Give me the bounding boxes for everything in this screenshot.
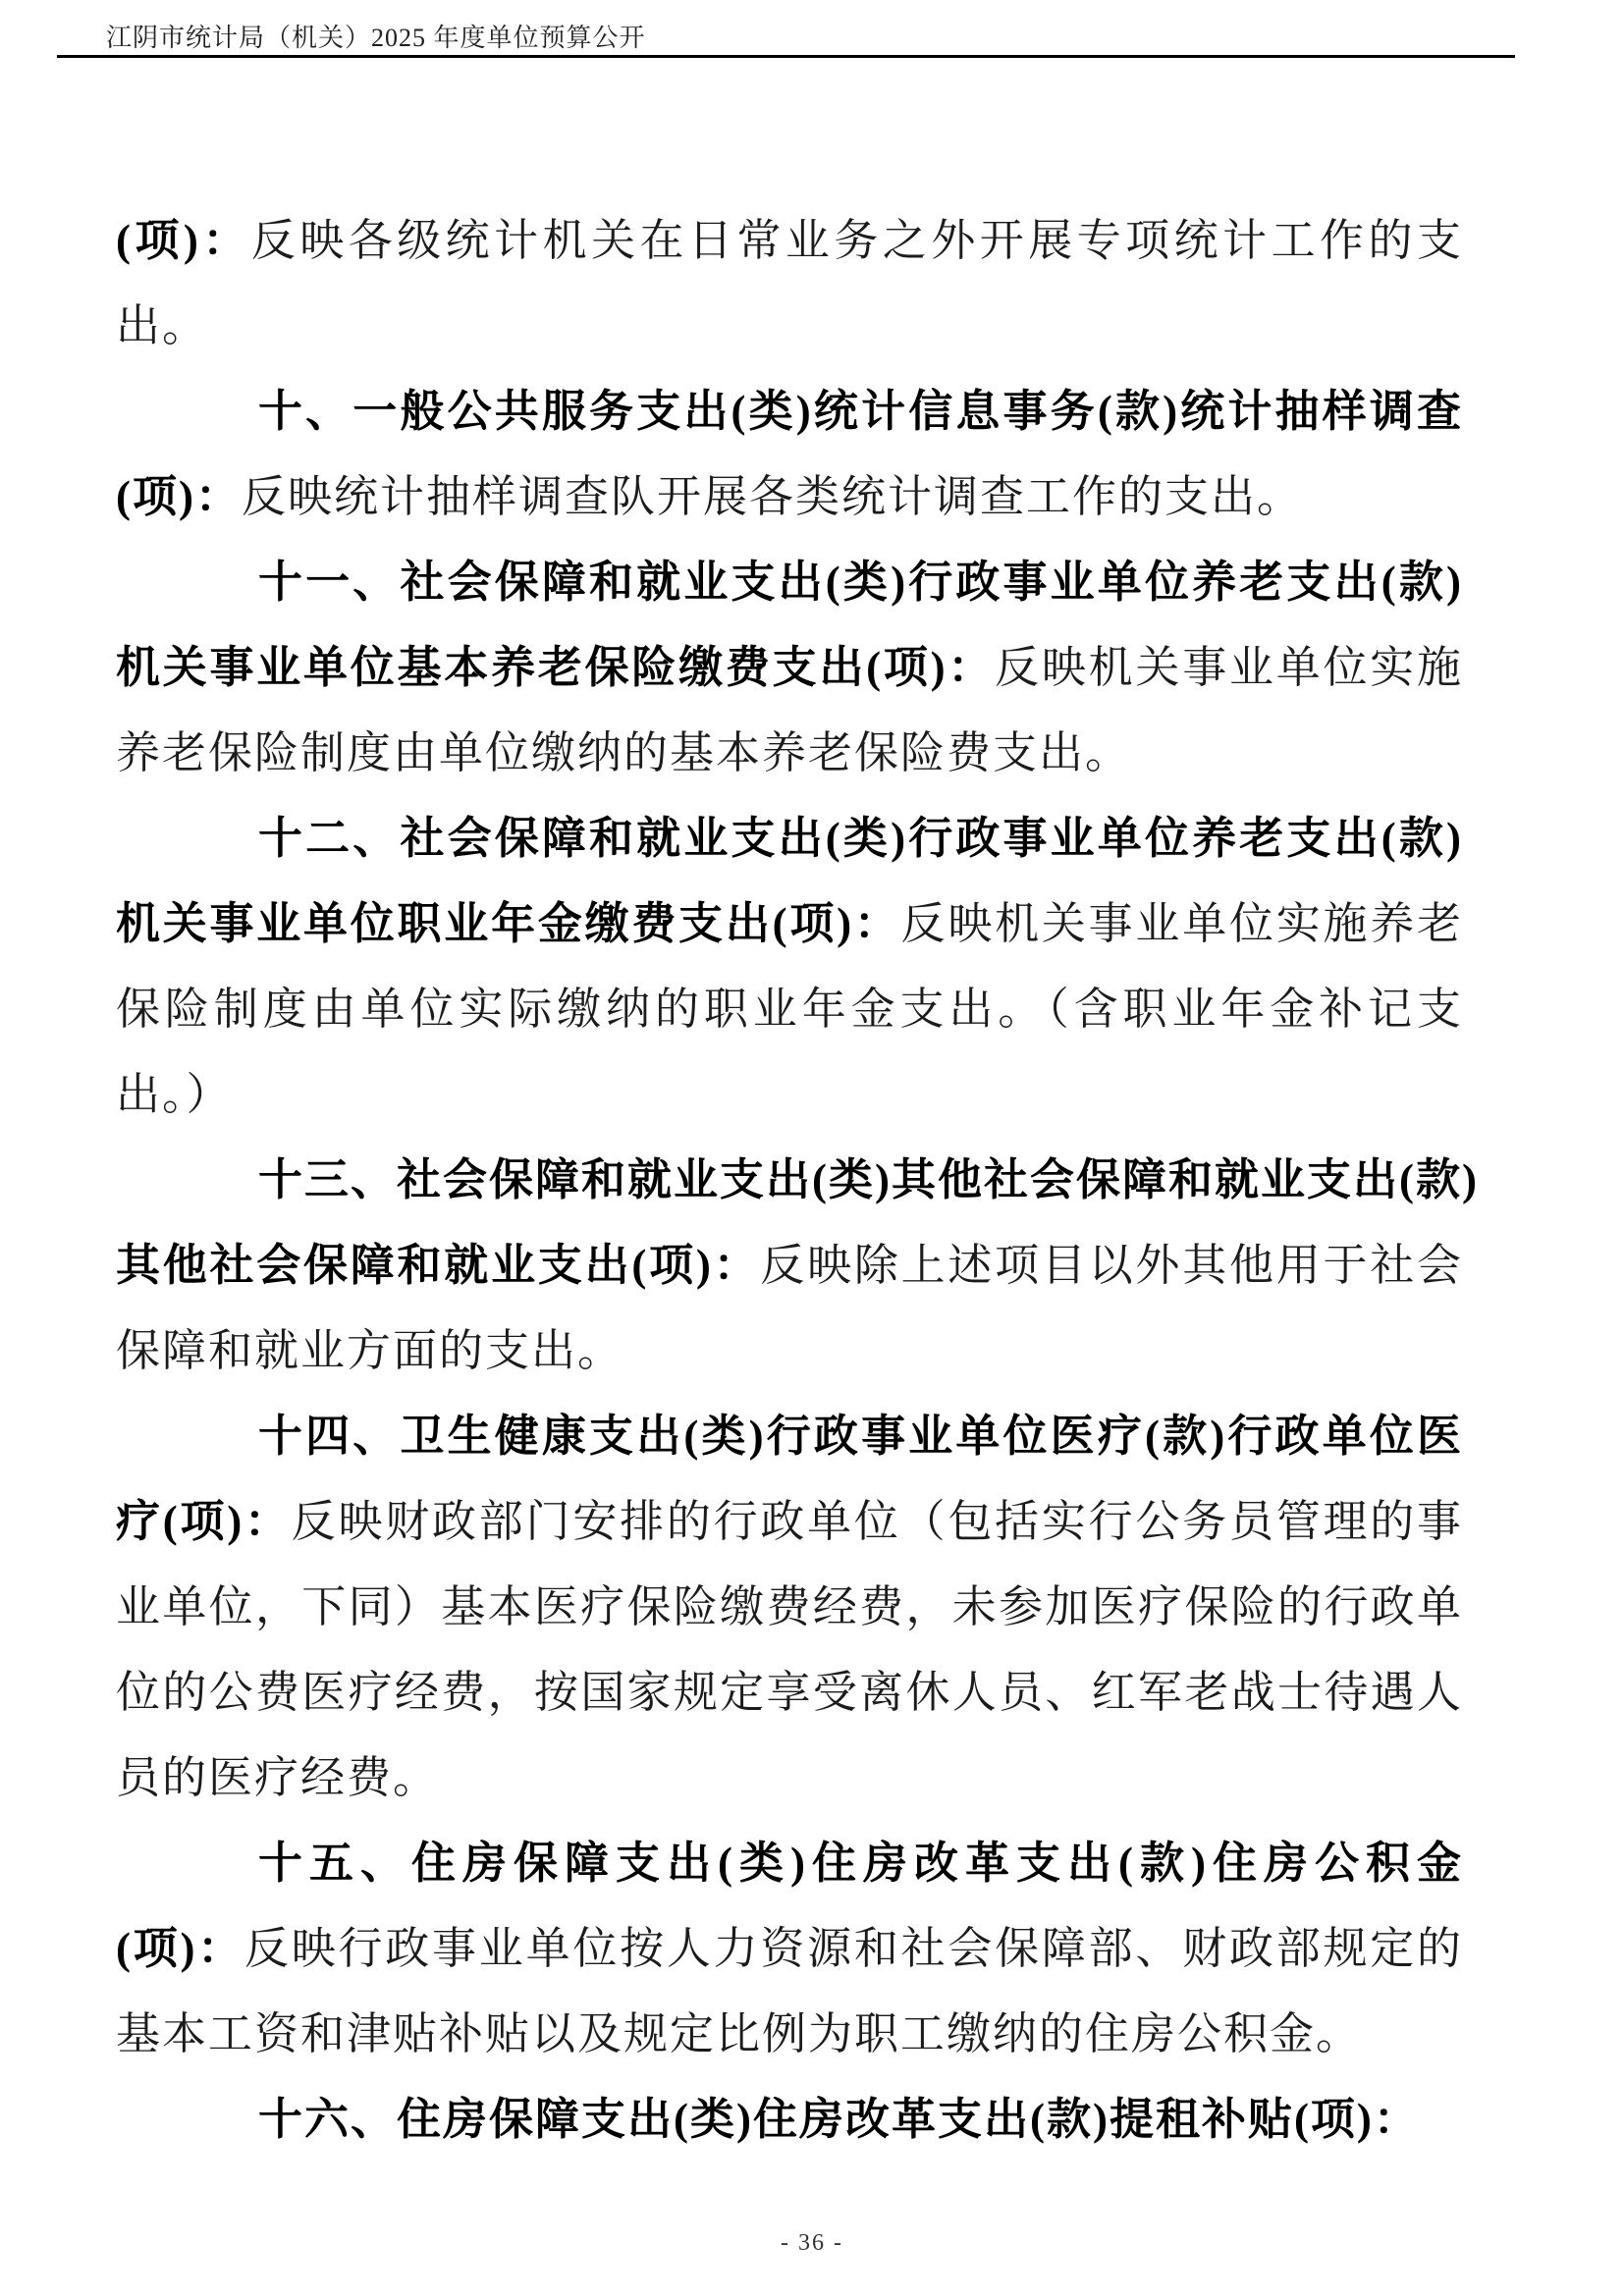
body-text-line [116, 1394, 1463, 1479]
bold-heading-text: 十四、卫生健康支出(类)行政事业单位医疗(款)行政单位医 [258, 1412, 1463, 1461]
regular-body-text: 养老保险制度由单位缴纳的基本养老保险费支出。 [116, 728, 1132, 777]
header-rule [57, 55, 1515, 58]
regular-body-text: 反映财政部门安排的行政单位（包括实行公务员管理的事 [291, 1497, 1463, 1546]
regular-body-text: 保障和就业方面的支出。 [116, 1326, 624, 1375]
bold-heading-text: 十三、社会保障和就业支出(类)其他社会保障和就业支出(款) [258, 1155, 1479, 1204]
bold-heading-text: 十、一般公共服务支出(类)统计信息事务(款)统计抽样调查 [258, 387, 1463, 436]
body-text-line [116, 1052, 1463, 1138]
body-text-line [116, 284, 1463, 369]
bold-heading-text: 机关事业单位职业年金缴费支出(项)： [116, 899, 901, 948]
body-text-line [116, 454, 1463, 540]
body-text-line [116, 1906, 1463, 1992]
body-text-line [116, 1223, 1463, 1308]
body-text-line [116, 711, 1463, 796]
body-text-line [116, 1308, 1463, 1394]
bold-heading-text: 十五、住房保障支出(类)住房改革支出(款)住房公积金 [258, 1839, 1463, 1888]
regular-body-text: 业单位，下同）基本医疗保险缴费经费，未参加医疗保险的行政单 [116, 1582, 1463, 1631]
bold-heading-text: (项)： [116, 472, 242, 521]
regular-body-text: 反映机关事业单位实施 [995, 643, 1463, 692]
bold-heading-text: 十六、住房保障支出(类)住房改革支出(款)提租补贴(项)： [258, 2095, 1420, 2144]
body-text-line [116, 1138, 1479, 1223]
regular-body-text: 员的医疗经费。 [116, 1753, 440, 1802]
regular-body-text: 反映统计抽样调查队开展各类统计调查工作的支出。 [241, 472, 1303, 521]
regular-body-text: 保险制度由单位实际缴纳的职业年金支出。（含职业年金补记支 [116, 985, 1463, 1034]
body-text-line [116, 540, 1463, 625]
body-text-line [116, 1992, 1463, 2077]
bold-heading-text: 十二、社会保障和就业支出(类)行政事业单位养老支出(款) [258, 814, 1463, 863]
bold-heading-text: 疗(项)： [116, 1497, 292, 1546]
bold-heading-text: (项)： [116, 216, 251, 265]
header-title: 江阴市统计局（机关）2025 年度单位预算公开 [106, 24, 646, 52]
body-text-line [116, 1650, 1463, 1735]
body-text-line [116, 2077, 1463, 2163]
regular-body-text: 基本工资和津贴补贴以及规定比例为职工缴纳的住房公积金。 [116, 2009, 1363, 2058]
bold-heading-text: 其他社会保障和就业支出(项)： [116, 1241, 761, 1290]
document-body [116, 198, 1479, 2163]
body-text-line [116, 369, 1463, 454]
regular-body-text: 反映行政事业单位按人力资源和社会保障部、财政部规定的 [244, 1924, 1463, 1973]
body-text-line [116, 967, 1463, 1052]
bold-heading-text: (项)： [116, 1924, 245, 1973]
regular-body-text: 反映机关事业单位实施养老 [900, 899, 1463, 948]
regular-body-text: 出。） [116, 1070, 233, 1119]
bold-heading-text: 十一、社会保障和就业支出(类)行政事业单位养老支出(款) [258, 558, 1463, 607]
body-text-line [116, 1479, 1463, 1565]
regular-body-text: 反映各级统计机关在日常业务之外开展专项统计工作的支 [250, 216, 1463, 265]
regular-body-text: 反映除上述项目以外其他用于社会 [760, 1241, 1463, 1290]
regular-body-text: 位的公费医疗经费，按国家规定享受离休人员、红军老战士待遇人 [116, 1668, 1463, 1717]
body-text-line [116, 625, 1463, 711]
regular-body-text: 出。 [116, 301, 209, 350]
page-number: - 36 - [781, 2230, 843, 2256]
bold-heading-text: 机关事业单位基本养老保险缴费支出(项)： [116, 643, 996, 692]
body-text-line [116, 1735, 1463, 1821]
body-text-line [116, 881, 1463, 967]
body-text-line [116, 198, 1463, 284]
body-text-line [116, 1821, 1463, 1906]
body-text-line [116, 796, 1463, 881]
body-text-line [116, 1565, 1463, 1650]
